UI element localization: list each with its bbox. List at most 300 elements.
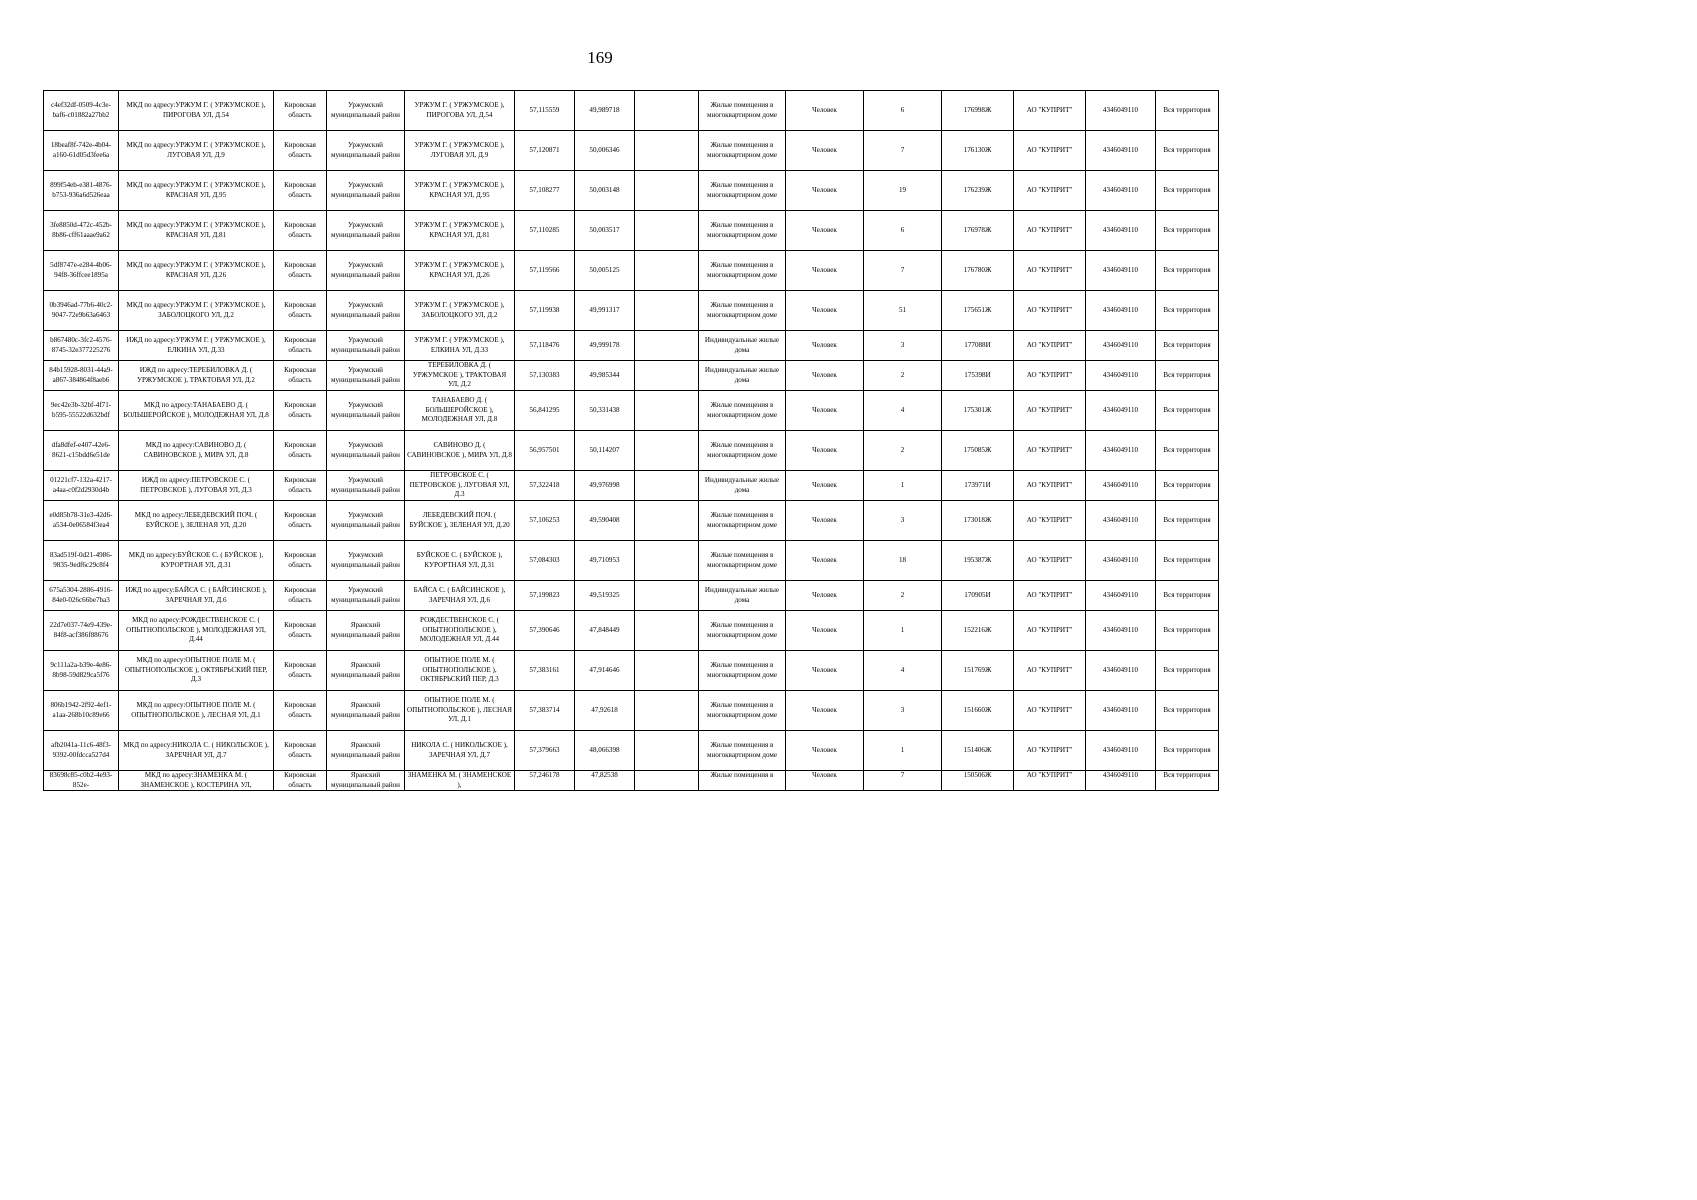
territory-cell: Вся территория bbox=[1156, 431, 1219, 471]
count-cell: 2 bbox=[864, 431, 942, 471]
longitude-cell: 49,985344 bbox=[575, 361, 635, 391]
address-cell: ТАНАБАЕВО Д. ( БОЛЬШЕРОЙСКОЕ ), МОЛОДЕЖНАЯ УЛ, Д.8 bbox=[405, 391, 515, 431]
territory-cell: Вся территория bbox=[1156, 471, 1219, 501]
premises-type-cell: Жилые помещения в многоквартирном доме bbox=[699, 391, 786, 431]
object-id-cell: c4ef32df-0509-4c3e-baf6-c01882a27bb2 bbox=[44, 91, 119, 131]
region-cell: Кировская область bbox=[274, 581, 327, 611]
premises-type-cell: Жилые помещения в многоквартирном доме bbox=[699, 541, 786, 581]
district-cell: Уржумский муниципальный район bbox=[327, 91, 405, 131]
object-name-cell: МКД по адресу:ЛЕБЕДЕВСКИЙ ПОЧ. ( БУЙСКОЕ ), ЗЕЛЕНАЯ УЛ, Д.20 bbox=[119, 501, 274, 541]
premises-type-cell: Жилые помещения в многоквартирном доме bbox=[699, 501, 786, 541]
count-cell: 4 bbox=[864, 651, 942, 691]
table-row bbox=[44, 291, 1219, 331]
district-cell: Яранский муниципальный район bbox=[327, 771, 405, 791]
region-cell: Кировская область bbox=[274, 211, 327, 251]
unit-cell: Человек bbox=[786, 651, 864, 691]
latitude-cell: 57,120871 bbox=[515, 131, 575, 171]
district-cell: Уржумский муниципальный район bbox=[327, 431, 405, 471]
address-cell: ТЕРЕБИЛОВКА Д. ( УРЖУМСКОЕ ), ТРАКТОВАЯ УЛ, Д.2 bbox=[405, 361, 515, 391]
premises-type-cell: Жилые помещения в многоквартирном доме bbox=[699, 211, 786, 251]
count-cell: 2 bbox=[864, 361, 942, 391]
count-cell: 1 bbox=[864, 471, 942, 501]
table-row bbox=[44, 501, 1219, 541]
table-row bbox=[44, 211, 1219, 251]
latitude-cell: 57,390646 bbox=[515, 611, 575, 651]
territory-cell: Вся территория bbox=[1156, 651, 1219, 691]
address-cell: УРЖУМ Г. ( УРЖУМСКОЕ ), КРАСНАЯ УЛ, Д.81 bbox=[405, 211, 515, 251]
count-cell: 51 bbox=[864, 291, 942, 331]
object-name-cell: МКД по адресу:НИКОЛА С. ( НИКОЛЬСКОЕ ), ЗАРЕЧНАЯ УЛ, Д.7 bbox=[119, 731, 274, 771]
premises-type-cell: Индивидуальные жилые дома bbox=[699, 581, 786, 611]
code-cell: 151406Ж bbox=[942, 731, 1014, 771]
code-cell: 177088И bbox=[942, 331, 1014, 361]
count-cell: 7 bbox=[864, 771, 942, 791]
table-row bbox=[44, 91, 1219, 131]
code-cell: 150506Ж bbox=[942, 771, 1014, 791]
address-cell: ПЕТРОВСКОЕ С. ( ПЕТРОВСКОЕ ), ЛУГОВАЯ УЛ, Д.3 bbox=[405, 471, 515, 501]
count-cell: 19 bbox=[864, 171, 942, 211]
object-id-cell: 22d7e037-74e9-439e-84f8-acf386f88676 bbox=[44, 611, 119, 651]
address-cell: БАЙСА С. ( БАЙСИНСКОЕ ), ЗАРЕЧНАЯ УЛ, Д.6 bbox=[405, 581, 515, 611]
territory-cell: Вся территория bbox=[1156, 581, 1219, 611]
inn-cell: 4346049110 bbox=[1086, 771, 1156, 791]
empty-cell bbox=[635, 731, 699, 771]
address-cell: УРЖУМ Г. ( УРЖУМСКОЕ ), ЗАБОЛОЦКОГО УЛ, Д.2 bbox=[405, 291, 515, 331]
district-cell: Уржумский муниципальный район bbox=[327, 131, 405, 171]
object-id-cell: 18beaf8f-742e-4b04-a160-61d05d3fee6a bbox=[44, 131, 119, 171]
unit-cell: Человек bbox=[786, 501, 864, 541]
latitude-cell: 56,841295 bbox=[515, 391, 575, 431]
region-cell: Кировская область bbox=[274, 731, 327, 771]
inn-cell: 4346049110 bbox=[1086, 211, 1156, 251]
inn-cell: 4346049110 bbox=[1086, 431, 1156, 471]
count-cell: 2 bbox=[864, 581, 942, 611]
object-name-cell: МКД по адресу:УРЖУМ Г. ( УРЖУМСКОЕ ), КРАСНАЯ УЛ, Д.95 bbox=[119, 171, 274, 211]
address-cell: УРЖУМ Г. ( УРЖУМСКОЕ ), ПИРОГОВА УЛ, Д.54 bbox=[405, 91, 515, 131]
table-row bbox=[44, 471, 1219, 501]
territory-cell: Вся территория bbox=[1156, 361, 1219, 391]
district-cell: Уржумский муниципальный район bbox=[327, 501, 405, 541]
longitude-cell: 47,914646 bbox=[575, 651, 635, 691]
object-name-cell: МКД по адресу:УРЖУМ Г. ( УРЖУМСКОЕ ), КРАСНАЯ УЛ, Д.26 bbox=[119, 251, 274, 291]
table-row bbox=[44, 251, 1219, 291]
unit-cell: Человек bbox=[786, 131, 864, 171]
empty-cell bbox=[635, 431, 699, 471]
empty-cell bbox=[635, 331, 699, 361]
longitude-cell: 50,003517 bbox=[575, 211, 635, 251]
address-cell: ОПЫТНОЕ ПОЛЕ М. ( ОПЫТНОПОЛЬСКОЕ ), ЛЕСНАЯ УЛ, Д.1 bbox=[405, 691, 515, 731]
premises-type-cell: Жилые помещения в многоквартирном доме bbox=[699, 291, 786, 331]
object-id-cell: 899f54eb-e381-4876-b753-936a6d526eaa bbox=[44, 171, 119, 211]
region-cell: Кировская область bbox=[274, 171, 327, 211]
code-cell: 176130Ж bbox=[942, 131, 1014, 171]
latitude-cell: 57,383161 bbox=[515, 651, 575, 691]
object-id-cell: 01221cf7-132a-4217-a4aa-c0f2d2930d4b bbox=[44, 471, 119, 501]
longitude-cell: 47,82538 bbox=[575, 771, 635, 791]
object-id-cell: e0d85b78-31e3-42d6-a534-0e06584f3ea4 bbox=[44, 501, 119, 541]
object-name-cell: ИЖД по адресу:УРЖУМ Г. ( УРЖУМСКОЕ ), ЕЛКИНА УЛ, Д.33 bbox=[119, 331, 274, 361]
empty-cell bbox=[635, 771, 699, 791]
object-name-cell: МКД по адресу:УРЖУМ Г. ( УРЖУМСКОЕ ), ПИРОГОВА УЛ, Д.54 bbox=[119, 91, 274, 131]
territory-cell: Вся территория bbox=[1156, 501, 1219, 541]
code-cell: 173971И bbox=[942, 471, 1014, 501]
unit-cell: Человек bbox=[786, 211, 864, 251]
inn-cell: 4346049110 bbox=[1086, 331, 1156, 361]
longitude-cell: 50,003148 bbox=[575, 171, 635, 211]
object-name-cell: МКД по адресу:САВИНОВО Д. ( САВИНОВСКОЕ ), МИРА УЛ, Д.8 bbox=[119, 431, 274, 471]
count-cell: 6 bbox=[864, 91, 942, 131]
unit-cell: Человек bbox=[786, 361, 864, 391]
organization-cell: АО "КУПРИТ" bbox=[1014, 361, 1086, 391]
longitude-cell: 50,006346 bbox=[575, 131, 635, 171]
object-id-cell: 9ec42e3b-32bf-4f71-b595-55522d632bdf bbox=[44, 391, 119, 431]
table-body bbox=[44, 91, 1219, 791]
territory-cell: Вся территория bbox=[1156, 211, 1219, 251]
code-cell: 175301Ж bbox=[942, 391, 1014, 431]
inn-cell: 4346049110 bbox=[1086, 291, 1156, 331]
inn-cell: 4346049110 bbox=[1086, 501, 1156, 541]
district-cell: Уржумский муниципальный район bbox=[327, 211, 405, 251]
empty-cell bbox=[635, 251, 699, 291]
latitude-cell: 57,246178 bbox=[515, 771, 575, 791]
latitude-cell: 57,110285 bbox=[515, 211, 575, 251]
territory-cell: Вся территория bbox=[1156, 291, 1219, 331]
inn-cell: 4346049110 bbox=[1086, 651, 1156, 691]
unit-cell: Человек bbox=[786, 541, 864, 581]
district-cell: Уржумский муниципальный район bbox=[327, 291, 405, 331]
territory-cell: Вся территория bbox=[1156, 391, 1219, 431]
district-cell: Яранский муниципальный район bbox=[327, 611, 405, 651]
territory-cell: Вся территория bbox=[1156, 131, 1219, 171]
object-id-cell: 806b1942-2f92-4ef1-a1aa-268b10c89e66 bbox=[44, 691, 119, 731]
empty-cell bbox=[635, 581, 699, 611]
territory-cell: Вся территория bbox=[1156, 771, 1219, 791]
territory-cell: Вся территория bbox=[1156, 171, 1219, 211]
unit-cell: Человек bbox=[786, 431, 864, 471]
latitude-cell: 57,379663 bbox=[515, 731, 575, 771]
address-cell: БУЙСКОЕ С. ( БУЙСКОЕ ), КУРОРТНАЯ УЛ, Д.31 bbox=[405, 541, 515, 581]
region-cell: Кировская область bbox=[274, 91, 327, 131]
empty-cell bbox=[635, 541, 699, 581]
district-cell: Яранский муниципальный район bbox=[327, 731, 405, 771]
latitude-cell: 57,383714 bbox=[515, 691, 575, 731]
premises-type-cell: Жилые помещения в многоквартирном доме bbox=[699, 691, 786, 731]
inn-cell: 4346049110 bbox=[1086, 361, 1156, 391]
code-cell: 170905И bbox=[942, 581, 1014, 611]
inn-cell: 4346049110 bbox=[1086, 131, 1156, 171]
organization-cell: АО "КУПРИТ" bbox=[1014, 581, 1086, 611]
region-cell: Кировская область bbox=[274, 361, 327, 391]
empty-cell bbox=[635, 691, 699, 731]
table-row bbox=[44, 131, 1219, 171]
inn-cell: 4346049110 bbox=[1086, 691, 1156, 731]
longitude-cell: 50,114207 bbox=[575, 431, 635, 471]
territory-cell: Вся территория bbox=[1156, 91, 1219, 131]
empty-cell bbox=[635, 131, 699, 171]
latitude-cell: 57,130383 bbox=[515, 361, 575, 391]
unit-cell: Человек bbox=[786, 581, 864, 611]
organization-cell: АО "КУПРИТ" bbox=[1014, 731, 1086, 771]
premises-type-cell: Жилые помещения в многоквартирном доме bbox=[699, 251, 786, 291]
code-cell: 175651Ж bbox=[942, 291, 1014, 331]
longitude-cell: 48,066398 bbox=[575, 731, 635, 771]
district-cell: Уржумский муниципальный район bbox=[327, 171, 405, 211]
unit-cell: Человек bbox=[786, 391, 864, 431]
empty-cell bbox=[635, 361, 699, 391]
count-cell: 4 bbox=[864, 391, 942, 431]
territory-cell: Вся территория bbox=[1156, 691, 1219, 731]
longitude-cell: 50,331438 bbox=[575, 391, 635, 431]
code-cell: 173018Ж bbox=[942, 501, 1014, 541]
object-id-cell: 3fe8850d-472c-452b-8b86-cff61aaae9a62 bbox=[44, 211, 119, 251]
unit-cell: Человек bbox=[786, 471, 864, 501]
unit-cell: Человек bbox=[786, 611, 864, 651]
region-cell: Кировская область bbox=[274, 391, 327, 431]
organization-cell: АО "КУПРИТ" bbox=[1014, 471, 1086, 501]
object-id-cell: 9c111a2a-b39e-4e86-8b98-59d829ca5f76 bbox=[44, 651, 119, 691]
region-cell: Кировская область bbox=[274, 541, 327, 581]
inn-cell: 4346049110 bbox=[1086, 611, 1156, 651]
inn-cell: 4346049110 bbox=[1086, 171, 1156, 211]
region-cell: Кировская область bbox=[274, 131, 327, 171]
organization-cell: АО "КУПРИТ" bbox=[1014, 211, 1086, 251]
district-cell: Уржумский муниципальный район bbox=[327, 361, 405, 391]
object-name-cell: МКД по адресу:РОЖДЕСТВЕНСКОЕ С. ( ОПЫТНОПОЛЬСКОЕ ), МОЛОДЕЖНАЯ УЛ, Д.44 bbox=[119, 611, 274, 651]
latitude-cell: 57,119566 bbox=[515, 251, 575, 291]
premises-type-cell: Индивидуальные жилые дома bbox=[699, 361, 786, 391]
empty-cell bbox=[635, 171, 699, 211]
empty-cell bbox=[635, 471, 699, 501]
empty-cell bbox=[635, 611, 699, 651]
count-cell: 1 bbox=[864, 611, 942, 651]
premises-type-cell: Жилые помещения в bbox=[699, 771, 786, 791]
object-name-cell: МКД по адресу:ТАНАБАЕВО Д. ( БОЛЬШЕРОЙСКОЕ ), МОЛОДЕЖНАЯ УЛ, Д.8 bbox=[119, 391, 274, 431]
latitude-cell: 56,957501 bbox=[515, 431, 575, 471]
premises-type-cell: Жилые помещения в многоквартирном доме bbox=[699, 171, 786, 211]
organization-cell: АО "КУПРИТ" bbox=[1014, 391, 1086, 431]
inn-cell: 4346049110 bbox=[1086, 91, 1156, 131]
region-cell: Кировская область bbox=[274, 431, 327, 471]
table-row bbox=[44, 691, 1219, 731]
organization-cell: АО "КУПРИТ" bbox=[1014, 771, 1086, 791]
address-cell: УРЖУМ Г. ( УРЖУМСКОЕ ), КРАСНАЯ УЛ, Д.26 bbox=[405, 251, 515, 291]
object-name-cell: МКД по адресу:БУЙСКОЕ С. ( БУЙСКОЕ ), КУРОРТНАЯ УЛ, Д.31 bbox=[119, 541, 274, 581]
code-cell: 151660Ж bbox=[942, 691, 1014, 731]
longitude-cell: 50,005125 bbox=[575, 251, 635, 291]
object-id-cell: 83ad519f-0d21-4986-9835-9edf6c29c8f4 bbox=[44, 541, 119, 581]
code-cell: 176780Ж bbox=[942, 251, 1014, 291]
code-cell: 176978Ж bbox=[942, 211, 1014, 251]
code-cell: 151769Ж bbox=[942, 651, 1014, 691]
empty-cell bbox=[635, 501, 699, 541]
region-cell: Кировская область bbox=[274, 771, 327, 791]
region-cell: Кировская область bbox=[274, 251, 327, 291]
region-cell: Кировская область bbox=[274, 651, 327, 691]
latitude-cell: 57,108277 bbox=[515, 171, 575, 211]
longitude-cell: 49,976998 bbox=[575, 471, 635, 501]
organization-cell: АО "КУПРИТ" bbox=[1014, 251, 1086, 291]
organization-cell: АО "КУПРИТ" bbox=[1014, 131, 1086, 171]
object-name-cell: МКД по адресу:УРЖУМ Г. ( УРЖУМСКОЕ ), КРАСНАЯ УЛ, Д.81 bbox=[119, 211, 274, 251]
code-cell: 152216Ж bbox=[942, 611, 1014, 651]
latitude-cell: 57,115559 bbox=[515, 91, 575, 131]
inn-cell: 4346049110 bbox=[1086, 731, 1156, 771]
longitude-cell: 49,999178 bbox=[575, 331, 635, 361]
object-id-cell: 83698c85-c0b2-4e93-852e- bbox=[44, 771, 119, 791]
table-row bbox=[44, 331, 1219, 361]
count-cell: 7 bbox=[864, 131, 942, 171]
district-cell: Уржумский муниципальный район bbox=[327, 581, 405, 611]
table-row bbox=[44, 541, 1219, 581]
region-cell: Кировская область bbox=[274, 611, 327, 651]
unit-cell: Человек bbox=[786, 251, 864, 291]
district-cell: Яранский муниципальный район bbox=[327, 651, 405, 691]
latitude-cell: 57,106253 bbox=[515, 501, 575, 541]
address-cell: РОЖДЕСТВЕНСКОЕ С. ( ОПЫТНОПОЛЬСКОЕ ), МОЛОДЕЖНАЯ УЛ, Д.44 bbox=[405, 611, 515, 651]
count-cell: 6 bbox=[864, 211, 942, 251]
object-id-cell: afb2041a-11c6-48f3-9392-00fdcca527d4 bbox=[44, 731, 119, 771]
object-name-cell: ИЖД по адресу:ПЕТРОВСКОЕ С. ( ПЕТРОВСКОЕ ), ЛУГОВАЯ УЛ, Д.3 bbox=[119, 471, 274, 501]
table-row bbox=[44, 581, 1219, 611]
territory-cell: Вся территория bbox=[1156, 541, 1219, 581]
district-cell: Уржумский муниципальный район bbox=[327, 541, 405, 581]
region-cell: Кировская область bbox=[274, 331, 327, 361]
latitude-cell: 57,119938 bbox=[515, 291, 575, 331]
empty-cell bbox=[635, 291, 699, 331]
premises-type-cell: Индивидуальные жилые дома bbox=[699, 331, 786, 361]
organization-cell: АО "КУПРИТ" bbox=[1014, 431, 1086, 471]
code-cell: 176998Ж bbox=[942, 91, 1014, 131]
unit-cell: Человек bbox=[786, 291, 864, 331]
region-cell: Кировская область bbox=[274, 501, 327, 541]
empty-cell bbox=[635, 211, 699, 251]
longitude-cell: 49,989718 bbox=[575, 91, 635, 131]
unit-cell: Человек bbox=[786, 691, 864, 731]
territory-cell: Вся территория bbox=[1156, 331, 1219, 361]
address-cell: ОПЫТНОЕ ПОЛЕ М. ( ОПЫТНОПОЛЬСКОЕ ), ОКТЯБРЬСКИЙ ПЕР, Д.3 bbox=[405, 651, 515, 691]
region-cell: Кировская область bbox=[274, 691, 327, 731]
organization-cell: АО "КУПРИТ" bbox=[1014, 291, 1086, 331]
organization-cell: АО "КУПРИТ" bbox=[1014, 171, 1086, 211]
unit-cell: Человек bbox=[786, 771, 864, 791]
latitude-cell: 57,084303 bbox=[515, 541, 575, 581]
table-row bbox=[44, 171, 1219, 211]
table-row bbox=[44, 771, 1219, 791]
territory-cell: Вся территория bbox=[1156, 251, 1219, 291]
address-cell: САВИНОВО Д. ( САВИНОВСКОЕ ), МИРА УЛ, Д.8 bbox=[405, 431, 515, 471]
count-cell: 3 bbox=[864, 331, 942, 361]
empty-cell bbox=[635, 391, 699, 431]
longitude-cell: 49,991317 bbox=[575, 291, 635, 331]
address-cell: ЛЕБЕДЕВСКИЙ ПОЧ. ( БУЙСКОЕ ), ЗЕЛЕНАЯ УЛ, Д.20 bbox=[405, 501, 515, 541]
premises-type-cell: Жилые помещения в многоквартирном доме bbox=[699, 611, 786, 651]
unit-cell: Человек bbox=[786, 171, 864, 211]
page-number: 169 bbox=[587, 48, 613, 67]
code-cell: 176239Ж bbox=[942, 171, 1014, 211]
inn-cell: 4346049110 bbox=[1086, 391, 1156, 431]
district-cell: Яранский муниципальный район bbox=[327, 691, 405, 731]
unit-cell: Человек bbox=[786, 91, 864, 131]
address-cell: УРЖУМ Г. ( УРЖУМСКОЕ ), КРАСНАЯ УЛ, Д.95 bbox=[405, 171, 515, 211]
organization-cell: АО "КУПРИТ" bbox=[1014, 541, 1086, 581]
object-id-cell: 84b15928-8031-44a9-a867-384864f8aeb6 bbox=[44, 361, 119, 391]
table-row bbox=[44, 731, 1219, 771]
territory-cell: Вся территория bbox=[1156, 731, 1219, 771]
longitude-cell: 49,710953 bbox=[575, 541, 635, 581]
premises-type-cell: Индивидуальные жилые дома bbox=[699, 471, 786, 501]
object-id-cell: b867480c-3fc2-4576-8745-32e377225276 bbox=[44, 331, 119, 361]
unit-cell: Человек bbox=[786, 331, 864, 361]
address-cell: ЗНАМЕНКА М. ( ЗНАМЕНСКОЕ ), bbox=[405, 771, 515, 791]
district-cell: Уржумский муниципальный район bbox=[327, 471, 405, 501]
object-name-cell: МКД по адресу:ЗНАМЕНКА М. ( ЗНАМЕНСКОЕ ), КОСТЕРИНА УЛ, bbox=[119, 771, 274, 791]
object-name-cell: МКД по адресу:УРЖУМ Г. ( УРЖУМСКОЕ ), ЛУГОВАЯ УЛ, Д.9 bbox=[119, 131, 274, 171]
empty-cell bbox=[635, 91, 699, 131]
object-name-cell: МКД по адресу:УРЖУМ Г. ( УРЖУМСКОЕ ), ЗАБОЛОЦКОГО УЛ, Д.2 bbox=[119, 291, 274, 331]
territory-cell: Вся территория bbox=[1156, 611, 1219, 651]
region-cell: Кировская область bbox=[274, 291, 327, 331]
count-cell: 18 bbox=[864, 541, 942, 581]
code-cell: 195387Ж bbox=[942, 541, 1014, 581]
count-cell: 3 bbox=[864, 691, 942, 731]
table-row bbox=[44, 361, 1219, 391]
organization-cell: АО "КУПРИТ" bbox=[1014, 91, 1086, 131]
premises-type-cell: Жилые помещения в многоквартирном доме bbox=[699, 651, 786, 691]
table-row bbox=[44, 611, 1219, 651]
object-id-cell: dfa8dfef-e407-42e6-8621-c15bdd6e51de bbox=[44, 431, 119, 471]
premises-type-cell: Жилые помещения в многоквартирном доме bbox=[699, 731, 786, 771]
address-cell: УРЖУМ Г. ( УРЖУМСКОЕ ), ЛУГОВАЯ УЛ, Д.9 bbox=[405, 131, 515, 171]
longitude-cell: 49,519325 bbox=[575, 581, 635, 611]
object-name-cell: ИЖД по адресу:БАЙСА С. ( БАЙСИНСКОЕ ), ЗАРЕЧНАЯ УЛ, Д.6 bbox=[119, 581, 274, 611]
latitude-cell: 57,322418 bbox=[515, 471, 575, 501]
empty-cell bbox=[635, 651, 699, 691]
premises-type-cell: Жилые помещения в многоквартирном доме bbox=[699, 131, 786, 171]
count-cell: 3 bbox=[864, 501, 942, 541]
count-cell: 7 bbox=[864, 251, 942, 291]
registry-table bbox=[43, 90, 1219, 791]
registry-table-container bbox=[43, 90, 1211, 791]
latitude-cell: 57,199823 bbox=[515, 581, 575, 611]
table-row bbox=[44, 651, 1219, 691]
inn-cell: 4346049110 bbox=[1086, 471, 1156, 501]
premises-type-cell: Жилые помещения в многоквартирном доме bbox=[699, 91, 786, 131]
count-cell: 1 bbox=[864, 731, 942, 771]
object-name-cell: ИЖД по адресу:ТЕРЕБИЛОВКА Д. ( УРЖУМСКОЕ ), ТРАКТОВАЯ УЛ, Д.2 bbox=[119, 361, 274, 391]
object-id-cell: 675a5304-2886-4916-84e0-026c66be7ba3 bbox=[44, 581, 119, 611]
longitude-cell: 47,848449 bbox=[575, 611, 635, 651]
district-cell: Уржумский муниципальный район bbox=[327, 251, 405, 291]
inn-cell: 4346049110 bbox=[1086, 581, 1156, 611]
longitude-cell: 49,590408 bbox=[575, 501, 635, 541]
inn-cell: 4346049110 bbox=[1086, 541, 1156, 581]
object-name-cell: МКД по адресу:ОПЫТНОЕ ПОЛЕ М. ( ОПЫТНОПОЛЬСКОЕ ), ЛЕСНАЯ УЛ, Д.1 bbox=[119, 691, 274, 731]
organization-cell: АО "КУПРИТ" bbox=[1014, 691, 1086, 731]
latitude-cell: 57,118476 bbox=[515, 331, 575, 361]
address-cell: УРЖУМ Г. ( УРЖУМСКОЕ ), ЕЛКИНА УЛ, Д.33 bbox=[405, 331, 515, 361]
table-row bbox=[44, 431, 1219, 471]
longitude-cell: 47,92618 bbox=[575, 691, 635, 731]
code-cell: 175398И bbox=[942, 361, 1014, 391]
object-name-cell: МКД по адресу:ОПЫТНОЕ ПОЛЕ М. ( ОПЫТНОПОЛЬСКОЕ ), ОКТЯБРЬСКИЙ ПЕР, Д.3 bbox=[119, 651, 274, 691]
district-cell: Уржумский муниципальный район bbox=[327, 391, 405, 431]
address-cell: НИКОЛА С. ( НИКОЛЬСКОЕ ), ЗАРЕЧНАЯ УЛ, Д.7 bbox=[405, 731, 515, 771]
premises-type-cell: Жилые помещения в многоквартирном доме bbox=[699, 431, 786, 471]
object-id-cell: 5df8747e-e284-4b06-94f8-36ffcee1895a bbox=[44, 251, 119, 291]
organization-cell: АО "КУПРИТ" bbox=[1014, 611, 1086, 651]
district-cell: Уржумский муниципальный район bbox=[327, 331, 405, 361]
organization-cell: АО "КУПРИТ" bbox=[1014, 501, 1086, 541]
